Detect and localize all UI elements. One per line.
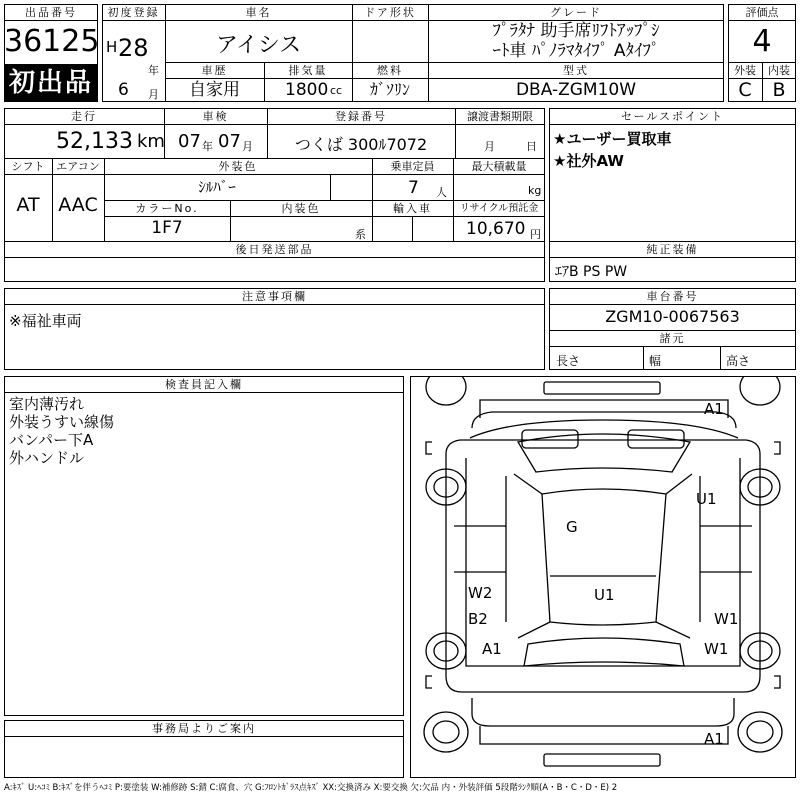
notes-label: 注意事項欄 bbox=[242, 290, 307, 303]
equipment-label: 純正装備 bbox=[646, 243, 699, 256]
inspection-month: 07 bbox=[218, 131, 241, 152]
lot-number: 36125 bbox=[4, 24, 100, 59]
mileage-unit: km bbox=[137, 131, 165, 152]
fuel: ｶﾞｿﾘﾝ bbox=[369, 80, 410, 99]
notes-text: ※福祉車両 bbox=[9, 312, 82, 330]
chassis-number: ZGM10-0067563 bbox=[605, 307, 740, 326]
recycle-label: リサイクル預託金 bbox=[459, 203, 539, 214]
chassis-label: 車台番号 bbox=[646, 290, 699, 303]
inspector-line-4: 外ハンドル bbox=[9, 449, 85, 467]
first-reg-year-unit: 年 bbox=[148, 64, 159, 77]
mark-front-right: U1 bbox=[696, 490, 717, 508]
first-listing-badge: 初出品 bbox=[8, 68, 93, 98]
model-label: 型式 bbox=[563, 64, 589, 77]
exterior-grade: C bbox=[738, 79, 752, 101]
car-name: アイシス bbox=[215, 33, 302, 58]
max-load-label: 最大積載量 bbox=[471, 160, 527, 173]
score-value: 4 bbox=[752, 24, 772, 59]
mark-front-bumper: A1 bbox=[704, 400, 724, 418]
import-label: 輸入車 bbox=[393, 202, 432, 215]
interior-color-suffix: 系 bbox=[355, 228, 366, 241]
displacement-unit: cc bbox=[330, 84, 343, 97]
inspection-year: 07 bbox=[178, 131, 201, 152]
dimensions-label: 諸元 bbox=[659, 332, 686, 345]
first-reg-month: 6 bbox=[118, 80, 129, 100]
grade-line1: ﾌﾟﾗﾀﾅ 助手席ﾘﾌﾄｱｯﾌﾟｼ bbox=[492, 21, 660, 41]
history-label: 車歴 bbox=[201, 64, 228, 77]
displacement: 1800 bbox=[285, 80, 329, 100]
recycle-fee: 10,670 bbox=[466, 219, 526, 239]
legend: A:ｷｽﾞ U:ﾍｺﾐ B:ｷｽﾞを伴うﾍｺﾐ P:要塗装 W:補修跡 S:錆 C:腐食、穴 G:ﾌﾛﾝﾄｶﾞﾗｽ点ｷｽﾞ XX:交換済み X:要交換 欠:欠品 内・外装評価 5段階ﾗﾝｸ順(A・B・C・D・E) 2 bbox=[4, 783, 618, 793]
mark-right-rear-door: W1 bbox=[714, 610, 739, 628]
score-label: 評価点 bbox=[745, 6, 779, 19]
width-label: 幅 bbox=[649, 354, 662, 368]
grade-line2: ｰﾄ車 ﾊﾟﾉﾗﾏﾀｲﾌﾟ Aﾀｲﾌﾟ bbox=[492, 41, 660, 61]
color-no-label: カラーNo. bbox=[135, 202, 199, 215]
displacement-label: 排気量 bbox=[288, 64, 328, 77]
mark-right-rear-wheel: W1 bbox=[704, 640, 729, 658]
first-reg-era: H bbox=[106, 38, 118, 56]
height-label: 高さ bbox=[726, 354, 751, 368]
shift-label: シフト bbox=[11, 160, 45, 173]
equipment: ｴｱB PS PW bbox=[555, 264, 628, 280]
later-parts-label: 後日発送部品 bbox=[235, 243, 314, 256]
first-reg-year: 28 bbox=[118, 34, 149, 62]
plate-number: つくば 300ﾙ7072 bbox=[294, 135, 428, 154]
shift: AT bbox=[16, 194, 40, 216]
mark-roof-front: G bbox=[566, 518, 578, 536]
length-label: 長さ bbox=[556, 354, 581, 368]
mileage-label: 走行 bbox=[71, 110, 97, 123]
capacity-label: 乗車定員 bbox=[390, 160, 435, 173]
mark-rear-bumper: A1 bbox=[704, 730, 724, 748]
car-diagram bbox=[410, 376, 796, 778]
max-load-unit: kg bbox=[528, 184, 542, 197]
mark-roof-rear: U1 bbox=[594, 586, 615, 604]
mark-left-rear-wheel: A1 bbox=[482, 640, 502, 658]
recycle-fee-unit: 円 bbox=[530, 228, 541, 241]
mark-left-rear-door: B2 bbox=[468, 610, 488, 628]
inspection-label: 車検 bbox=[202, 110, 229, 123]
interior-grade: B bbox=[772, 79, 786, 101]
first-reg-label: 初度登録 bbox=[107, 6, 160, 19]
inspector-label: 検査員記入欄 bbox=[165, 378, 243, 391]
model-code: DBA-ZGM10W bbox=[515, 80, 637, 100]
aircon-label: エアコン bbox=[56, 160, 100, 173]
inspector-line-2: 外装うすい線傷 bbox=[9, 413, 115, 431]
inspection-month-unit: 月 bbox=[242, 140, 253, 153]
color-number: 1F7 bbox=[151, 218, 183, 238]
inspector-line-1: 室内薄汚れ bbox=[9, 395, 85, 413]
mark-left-door: W2 bbox=[468, 584, 493, 602]
transfer-month-unit: 月 bbox=[484, 140, 495, 153]
history: 自家用 bbox=[189, 80, 240, 100]
plate-label: 登録番号 bbox=[335, 110, 387, 123]
color-label: 外装色 bbox=[218, 160, 258, 173]
grade-label: グレード bbox=[550, 6, 602, 19]
transfer-day-unit: 日 bbox=[526, 140, 537, 153]
inspector-line-3: バンパー下A bbox=[9, 431, 94, 449]
sales-point-1: ★ユーザー買取車 bbox=[553, 130, 672, 148]
sales-points-label: セールスポイント bbox=[620, 110, 724, 123]
transfer-deadline-label: 譲渡書類期限 bbox=[467, 110, 533, 123]
door-type-label: ドア形状 bbox=[364, 6, 416, 19]
body-color: ｼﾙﾊﾞｰ bbox=[198, 178, 236, 196]
inspection-year-unit: 年 bbox=[202, 140, 213, 153]
car-name-label: 車名 bbox=[245, 6, 272, 19]
first-reg-month-unit: 月 bbox=[148, 88, 159, 101]
lot-label: 出品番号 bbox=[25, 6, 77, 19]
sales-point-2: ★社外AW bbox=[553, 152, 624, 170]
office-label: 事務局よりご案内 bbox=[152, 722, 256, 735]
exterior-label: 外装 bbox=[734, 64, 756, 77]
fuel-label: 燃料 bbox=[377, 64, 403, 77]
mileage: 52,133 bbox=[56, 129, 133, 154]
interior-label: 内装 bbox=[768, 64, 790, 77]
interior-color-label: 内装色 bbox=[281, 202, 321, 215]
capacity: 7 bbox=[408, 178, 419, 198]
capacity-unit: 人 bbox=[436, 186, 447, 199]
aircon: AAC bbox=[58, 194, 98, 216]
